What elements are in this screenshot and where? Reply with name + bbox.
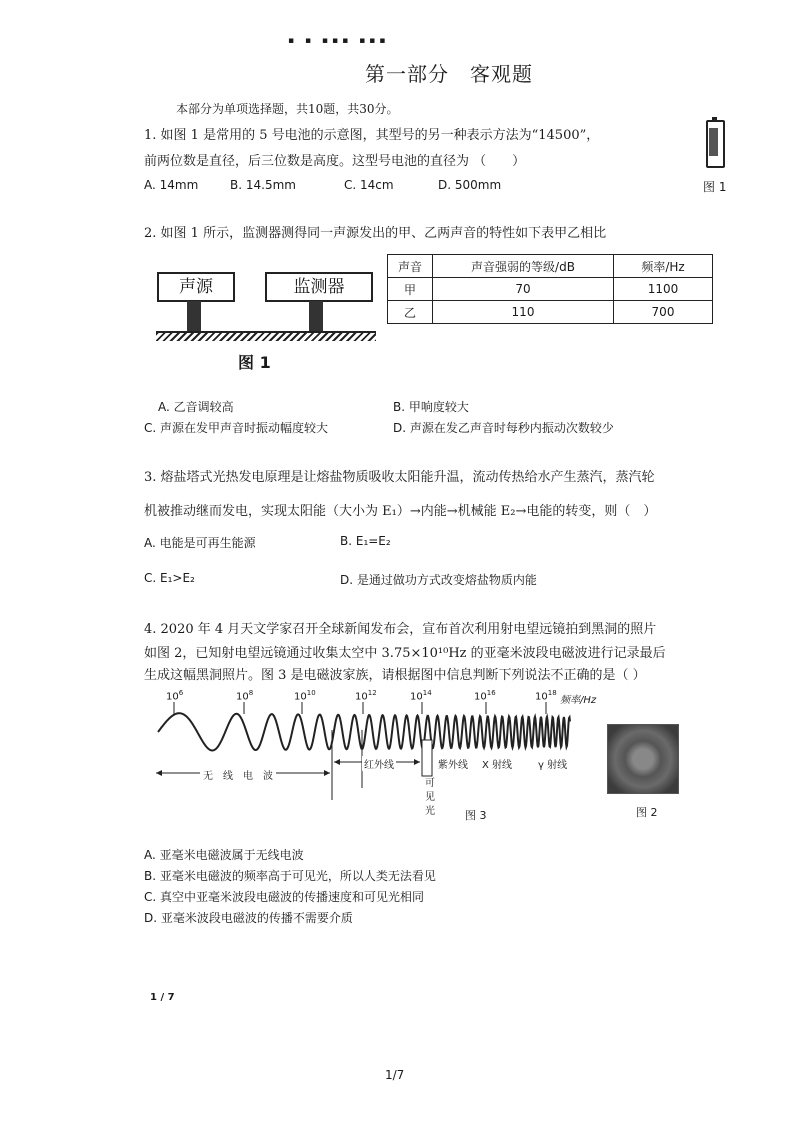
tick-base: 10 [410, 691, 423, 703]
tick-base: 10 [166, 691, 179, 703]
q4-line3: 生成这幅黑洞照片。图 3 是电磁波家族，请根据图中信息判断下列说法不正确的是（ ） [144, 668, 646, 683]
tick-exp: 12 [367, 689, 377, 697]
black-hole-photo [607, 724, 679, 794]
table-cell: 700 [614, 301, 713, 324]
q4-line2: 如图 2，已知射电望远镜通过收集太空中 3.75×10¹⁰Hz 的亚毫米波段电磁波进行记录最后 [144, 646, 666, 661]
q3-option-b: B. E₁=E₂ [340, 534, 391, 548]
battery-cap [712, 117, 717, 120]
section-title: 第一部分 客观题 [365, 62, 533, 86]
footer-page-marker: 1 / 7 [150, 992, 175, 1003]
monitor-stand [309, 301, 323, 331]
sound-source-stand [187, 301, 201, 331]
q2-stem: 2. 如图 1 所示，监测器测得同一声源发出的甲、乙两声音的特性如下表甲乙相比 [144, 226, 607, 241]
tick-base: 10 [236, 691, 249, 703]
sound-table [387, 254, 713, 324]
q4-line1: 4. 2020 年 4 月天文学家召开全球新闻发布会，宣布首次利用射电望远镜拍到黑洞的照片 [144, 622, 657, 637]
table-row [388, 301, 713, 324]
table-cell: 110 [433, 301, 614, 324]
visible-light-band [422, 740, 432, 776]
tick-exp: 10 [306, 689, 316, 697]
q3-option-a: A. 电能是可再生能源 [144, 536, 256, 550]
figure-2-label: 图 2 [636, 806, 658, 819]
q1-option-a: A. 14mm [144, 178, 199, 192]
table-cell: 甲 [388, 278, 433, 301]
header-marks: ▪ ▪ ▪▪▪ ▪▪▪ [288, 36, 390, 46]
visible-label-char-1: 可 [425, 778, 435, 789]
tick-base: 10 [474, 691, 487, 703]
figure-3-label: 图 3 [465, 809, 487, 822]
q2-option-b: B. 甲响度较大 [393, 400, 469, 414]
q1-option-b: B. 14.5mm [230, 178, 296, 192]
q1-option-c: C. 14cm [344, 178, 394, 192]
ground-hatch [156, 331, 376, 341]
tick-exp: 6 [178, 689, 184, 697]
tick-exp: 16 [486, 689, 496, 697]
gamma-ray-label: γ 射线 [538, 756, 567, 771]
battery-illustration [706, 120, 725, 168]
table-cell: 70 [433, 278, 614, 301]
tick-base: 10 [535, 691, 548, 703]
q4-option-c: C. 真空中亚毫米波段电磁波的传播速度和可见光相同 [144, 890, 425, 904]
tick-exp: 18 [547, 689, 557, 697]
table-cell: 乙 [388, 301, 433, 324]
sound-source-box: 声源 [157, 272, 235, 302]
frequency-axis-label: 频率/Hz [560, 695, 597, 706]
section-note: 本部分为单项选择题，共10题，共30分。 [176, 102, 399, 116]
q2-option-c: C. 声源在发甲声音时振动幅度较大 [144, 421, 329, 435]
q4-option-d: D. 亚毫米波段电磁波的传播不需要介质 [144, 911, 353, 925]
table-row [388, 278, 713, 301]
table-header-row [388, 255, 713, 278]
table-header-cell: 频率/Hz [614, 255, 713, 278]
q3-option-c: C. E₁>E₂ [144, 571, 195, 585]
table-header-cell: 声音 [388, 255, 433, 278]
q3-line1: 3. 熔盐塔式光热发电原理是让熔盐物质吸收太阳能升温，流动传热给水产生蒸汽，蒸汽轮 [144, 470, 655, 485]
page-number: 1/7 [385, 1068, 405, 1082]
visible-label-char-2: 见 [425, 792, 435, 803]
infrared-arrow-head [334, 759, 340, 765]
q4-option-a: A. 亚毫米电磁波属于无线电波 [144, 848, 304, 862]
infrared-arrow-head [414, 759, 420, 765]
visible-label-char-3: 光 [425, 806, 435, 817]
q2-option-a: A. 乙音调较高 [158, 400, 234, 414]
q3-option-d: D. 是通过做功方式改变熔盐物质内能 [340, 573, 537, 587]
radio-arrow-head [324, 770, 330, 776]
q2-option-d: D. 声源在发乙声音时每秒内振动次数较少 [393, 421, 614, 435]
tick-base: 10 [355, 691, 368, 703]
tick-exp: 14 [422, 689, 432, 697]
monitor-box: 监测器 [265, 272, 373, 302]
em-wave [158, 713, 570, 750]
q4-option-b: B. 亚毫米电磁波的频率高于可见光，所以人类无法看见 [144, 869, 436, 883]
radio-wave-label: 无 线 电 波 [200, 767, 276, 782]
table-header-cell: 声音强弱的等级/dB [433, 255, 614, 278]
tick-base: 10 [294, 691, 307, 703]
table-cell: 1100 [614, 278, 713, 301]
xray-label: X 射线 [482, 756, 512, 771]
tick-exp: 8 [248, 689, 254, 697]
ultraviolet-label: 紫外线 [438, 756, 468, 771]
battery-label-band [709, 128, 718, 156]
radio-arrow-head [156, 770, 162, 776]
q2-figure-label: 图 1 [238, 353, 271, 372]
q1-line1: 1. 如图 1 是常用的 5 号电池的示意图，其型号的另一种表示方法为“14500”， [144, 128, 600, 143]
q1-option-d: D. 500mm [438, 178, 502, 192]
q1-line2: 前两位数是直径，后三位数是高度。这型号电池的直径为 （ ） [144, 154, 526, 169]
q3-line2: 机被推动继而发电，实现太阳能（大小为 E₁）→内能→机械能 E₂→电能的转变，则（ ） [144, 504, 657, 519]
infrared-label: 红外线 [362, 756, 396, 771]
q1-figure-label: 图 1 [703, 180, 727, 194]
